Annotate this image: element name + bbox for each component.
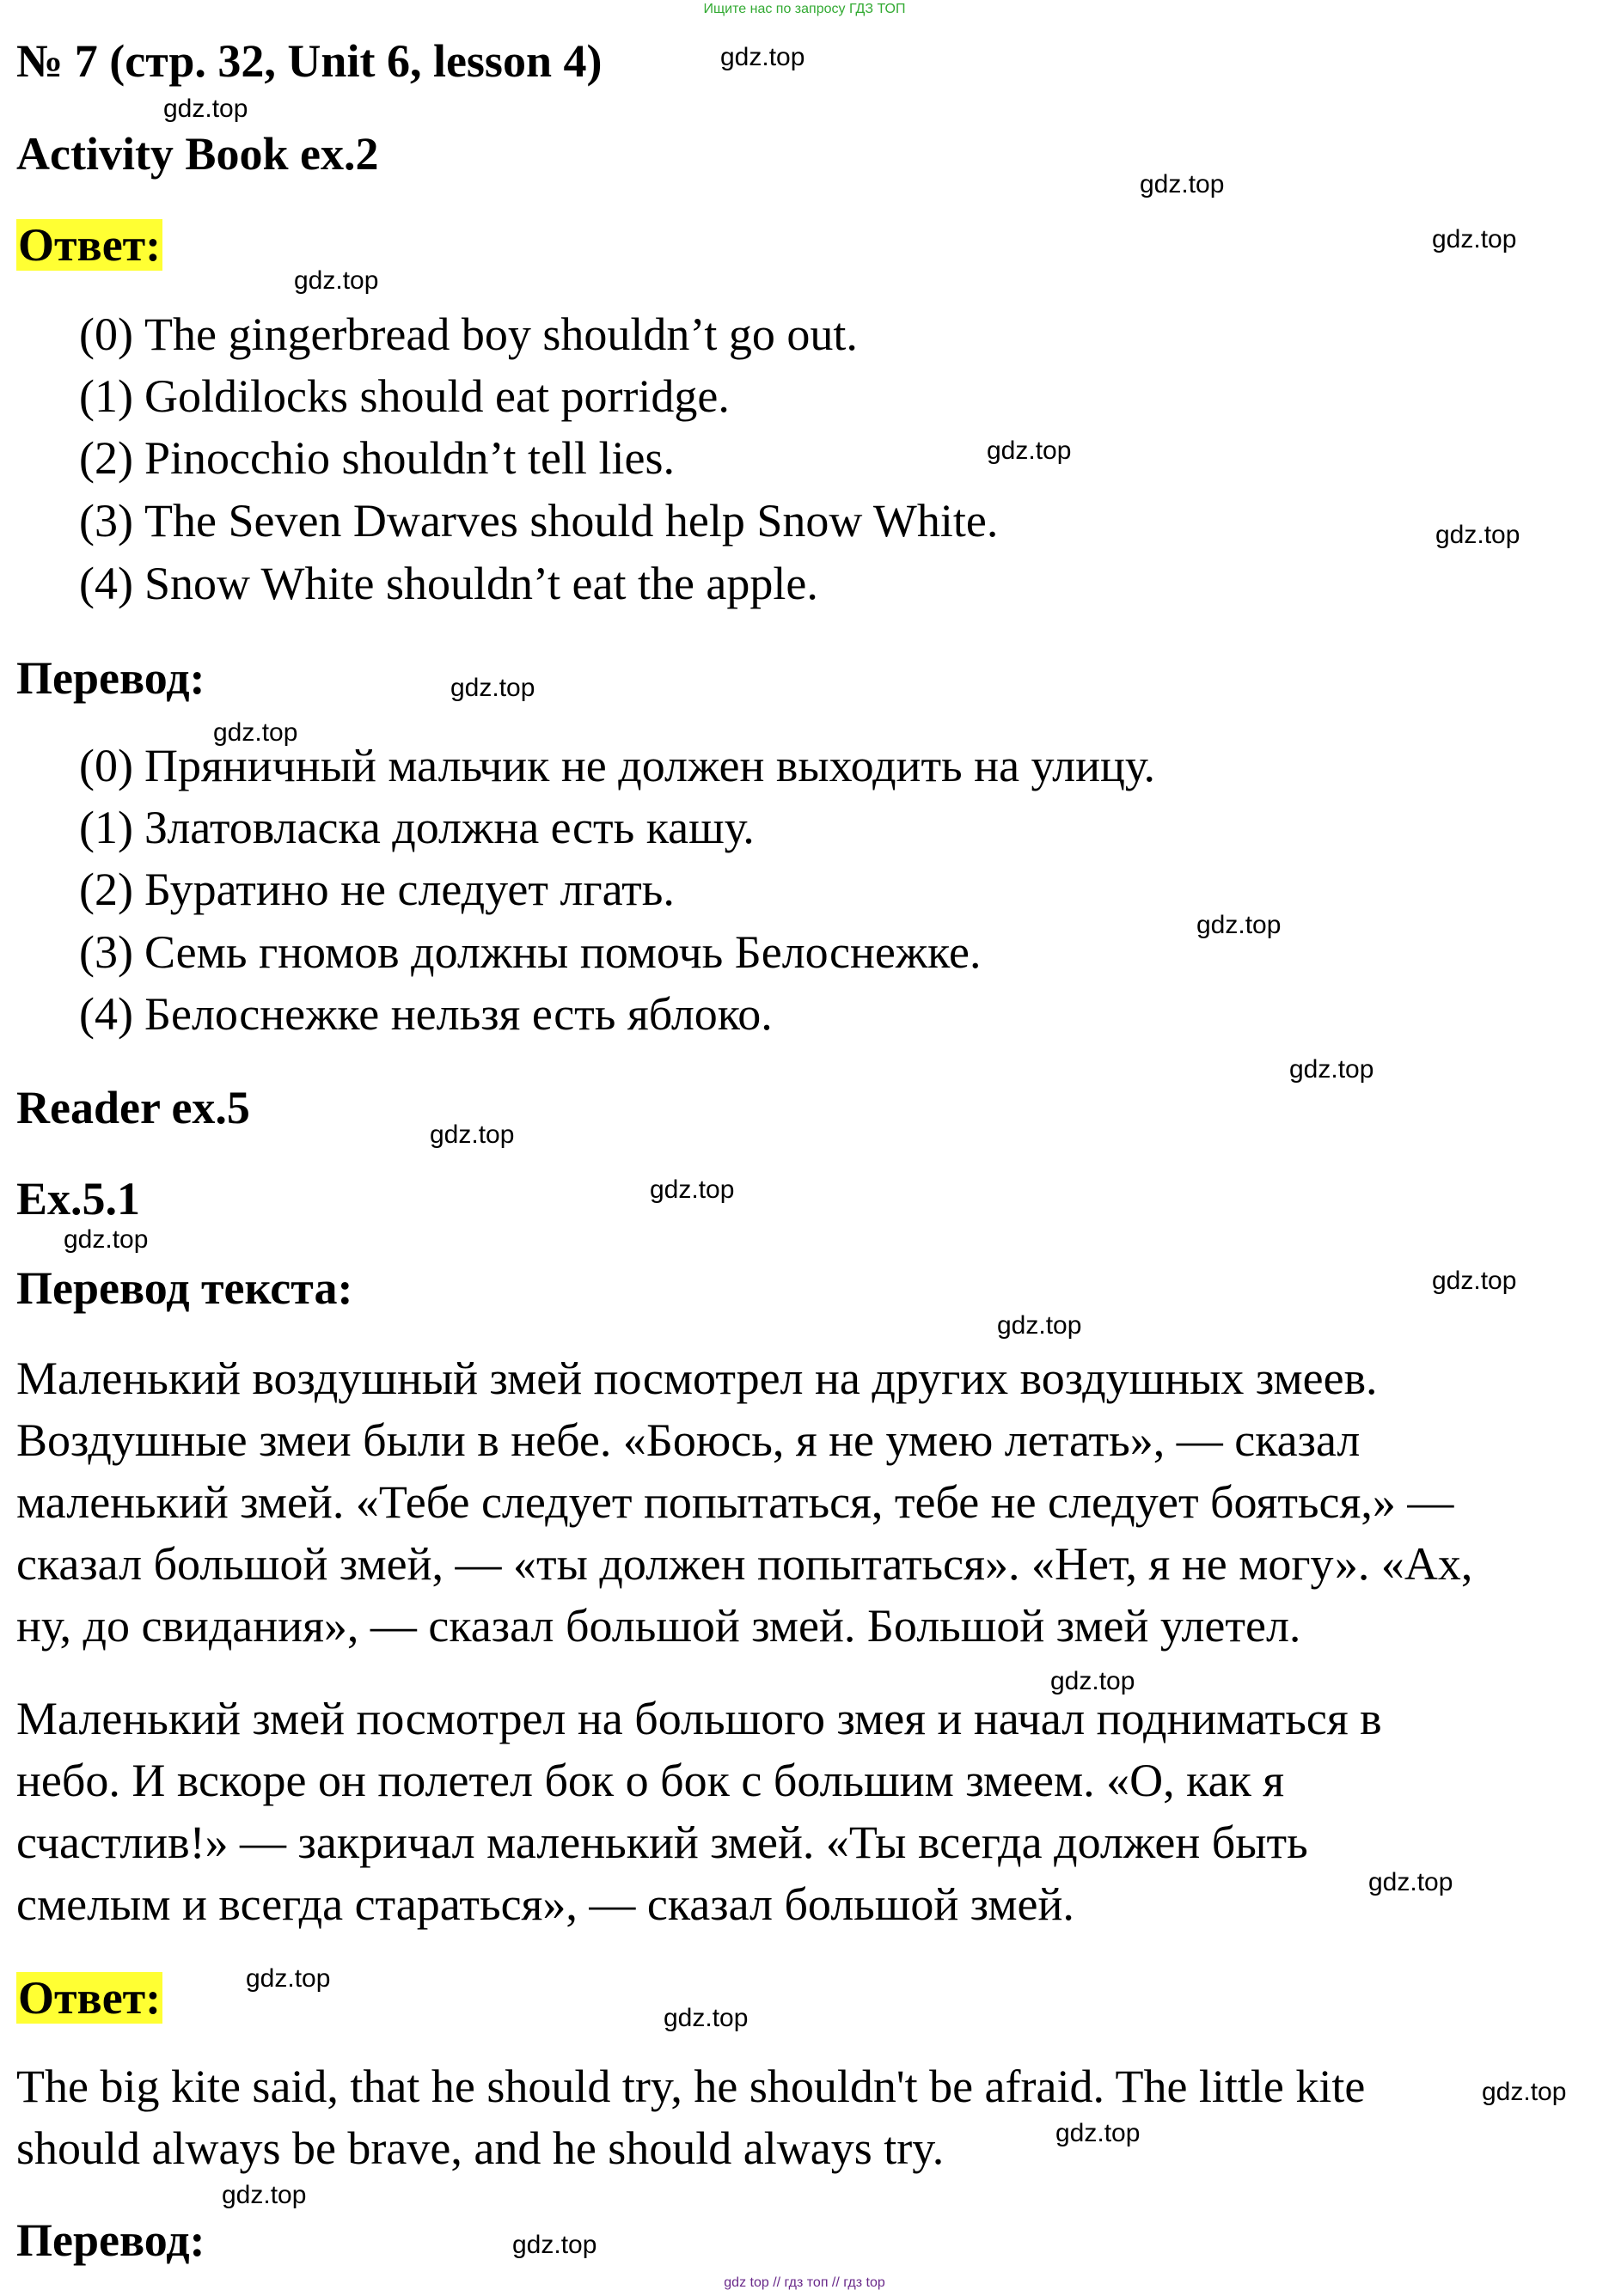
page-title: № 7 (стр. 32, Unit 6, lesson 4) [16, 35, 603, 87]
paragraph-line: Воздушные змеи были в небе. «Боюсь, я не умею летать», — сказал [16, 1414, 1361, 1466]
paragraph-line: сказал большой змей, — «ты должен попытаться». «Нет, я не могу». «Ах, [16, 1538, 1473, 1590]
watermark: gdz.top [294, 266, 379, 295]
paragraph-1 [16, 1347, 1472, 1657]
watermark: gdz.top [213, 718, 298, 747]
item-number: (1) [79, 802, 133, 853]
watermark: gdz.top [1055, 2119, 1141, 2147]
paragraph-line: смелым и всегда стараться», — сказал большой змей. [16, 1878, 1074, 1930]
list-item [79, 495, 999, 547]
footer-links[interactable]: gdz top // гдз топ // гдз top [724, 2275, 885, 2290]
paragraph-line: The big kite said, that he should try, he shouldn't be afraid. The little kite [16, 2061, 1366, 2112]
watermark: gdz.top [997, 1311, 1082, 1340]
watermark: gdz.top [1289, 1055, 1374, 1084]
watermark: gdz.top [246, 1964, 331, 1993]
paragraph-line: should always be brave, and he should always try. [16, 2122, 945, 2174]
paragraph-line: Маленький змей посмотрел на большого змея и начал подниматься в [16, 1693, 1382, 1744]
item-text: Белоснежке нельзя есть яблоко. [144, 988, 773, 1040]
reader-heading: Reader ex.5 [16, 1082, 250, 1133]
watermark: gdz.top [222, 2181, 307, 2209]
watermark: gdz.top [1196, 911, 1282, 939]
top-banner[interactable]: Ищите нас по запросу ГДЗ ТОП [703, 2, 906, 16]
item-number: (0) [79, 308, 133, 360]
item-text: Goldilocks should eat porridge. [144, 370, 730, 422]
watermark: gdz.top [1432, 225, 1517, 253]
exercise-heading: Ex.5.1 [16, 1173, 141, 1224]
item-text: Семь гномов должны помочь Белоснежке. [144, 926, 982, 978]
answer-label [16, 219, 162, 271]
answer-label-text: Ответ: [18, 219, 162, 271]
item-number: (1) [79, 370, 133, 422]
list-item [79, 742, 1155, 789]
item-number: (4) [79, 558, 133, 609]
watermark: gdz.top [430, 1121, 515, 1149]
watermark: gdz.top [1435, 521, 1520, 549]
list-item [79, 308, 858, 360]
paragraph-2 [16, 1688, 1382, 1935]
item-text: Snow White shouldn’t eat the apple. [144, 558, 818, 609]
item-text: The Seven Dwarves should help Snow White. [144, 495, 999, 547]
watermark: gdz.top [987, 437, 1072, 465]
watermark: gdz.top [1140, 170, 1225, 198]
item-text: Златовласка должна есть кашу. [144, 802, 755, 853]
translation-label-2: Перевод: [16, 2214, 205, 2266]
item-text: The gingerbread boy shouldn’t go out. [144, 308, 858, 360]
watermark: gdz.top [720, 43, 805, 71]
translation-label: Перевод: [16, 652, 205, 704]
text-translation-label: Перевод текста: [16, 1262, 353, 1314]
item-text: Буратино не следует лгать. [144, 864, 675, 915]
english-answer [16, 2055, 1365, 2179]
list-item [79, 988, 773, 1040]
item-number: (0) [79, 740, 133, 791]
watermark: gdz.top [1050, 1667, 1135, 1695]
list-item [79, 926, 982, 978]
activity-heading: Activity Book ex.2 [16, 128, 379, 180]
list-item [79, 560, 818, 607]
paragraph-line: небо. И вскоре он полетел бок о бок с большим змеем. «О, как я [16, 1755, 1285, 1806]
item-number: (2) [79, 864, 133, 915]
watermark: gdz.top [650, 1175, 735, 1204]
paragraph-line: ну, до свидания», — сказал большой змей. Большой змей улетел. [16, 1600, 1301, 1652]
watermark: gdz.top [664, 2004, 749, 2032]
list-item [79, 804, 755, 851]
item-number: (3) [79, 495, 133, 547]
item-text: Pinocchio shouldn’t tell lies. [144, 432, 675, 484]
watermark: gdz.top [163, 95, 248, 123]
paragraph-line: Маленький воздушный змей посмотрел на других воздушных змеев. [16, 1353, 1378, 1404]
item-text: Пряничный мальчик не должен выходить на улицу. [144, 740, 1156, 791]
paragraph-line: счастлив!» — закричал маленький змей. «Ты всегда должен быть [16, 1817, 1308, 1868]
watermark: gdz.top [1368, 1868, 1453, 1896]
answer-label-2 [16, 1972, 162, 2024]
watermark: gdz.top [64, 1225, 149, 1254]
list-item [79, 866, 675, 913]
list-item [79, 432, 675, 484]
item-number: (3) [79, 926, 133, 978]
item-number: (2) [79, 432, 133, 484]
paragraph-line: маленький змей. «Тебе следует попытаться, тебе не следует бояться,» — [16, 1476, 1454, 1528]
answer-label-text: Ответ: [18, 1972, 162, 2024]
list-item [79, 370, 730, 422]
watermark: gdz.top [1432, 1267, 1517, 1295]
item-number: (4) [79, 988, 133, 1040]
watermark: gdz.top [450, 674, 535, 702]
watermark: gdz.top [512, 2231, 597, 2259]
watermark: gdz.top [1482, 2078, 1567, 2106]
